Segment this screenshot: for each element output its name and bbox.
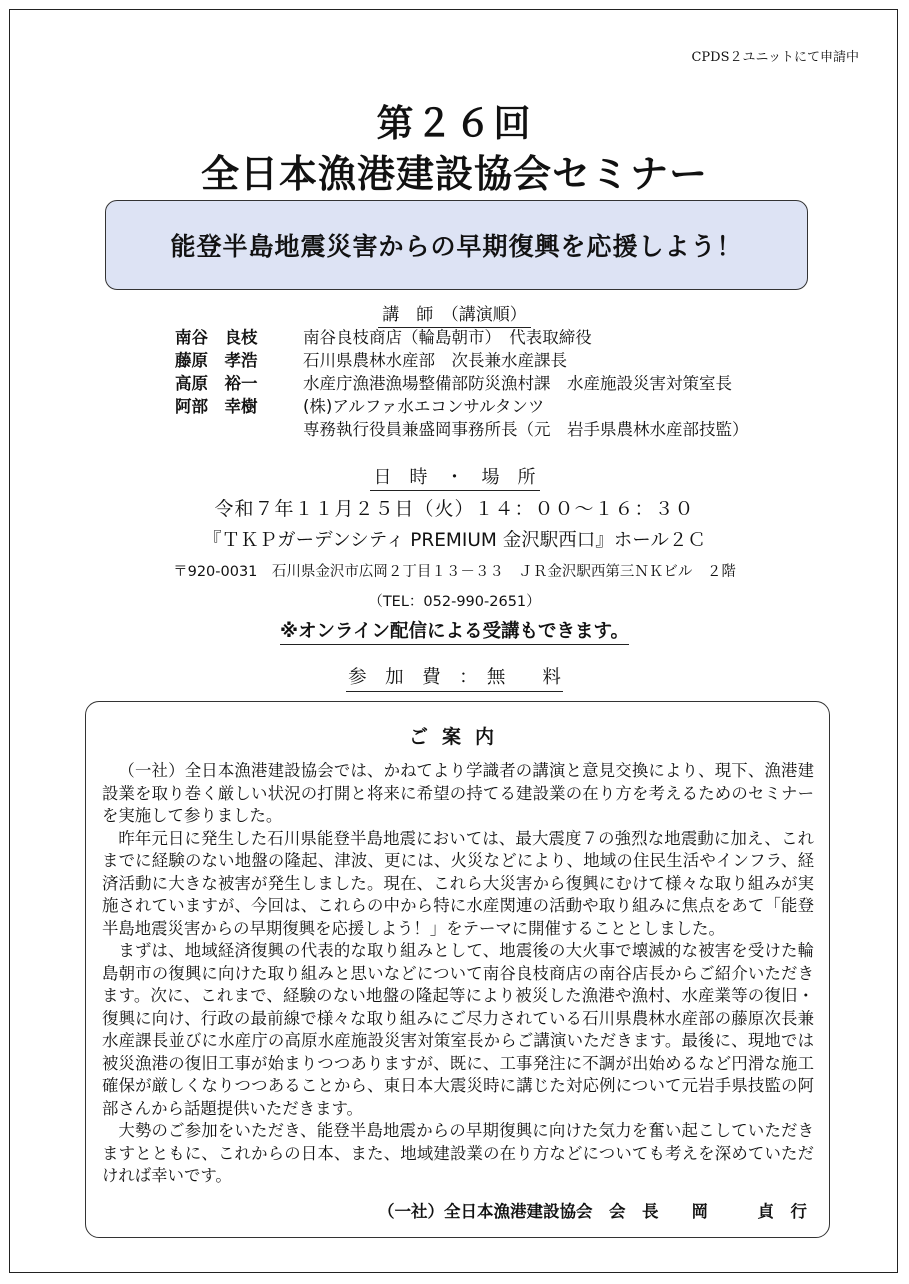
guide-paragraph: まずは、地域経済復興の代表的な取り組みとして、地震後の大火事で壊滅的な被害を受けた輪島朝市の復興に向けた取り組みと思いなどについて南谷良枝商店の南谷店長からご紹介いただきます。次に、これまで、経験のない地盤の隆起等により被災した漁港や漁村、水産業等の復旧・復興に向け、行政の最前線で様々な取り組みにご尽力されている石川県農林水産部の藤原次長兼水産課長並びに水産庁の高原水産施設災害対策室長からご講演いただきます。最後に、現地では被災漁港の復旧工事が始まりつつありますが、既に、工事発注に不調が出始めるなど円滑な施工確保が厳しくなりつつあることから、東日本大震災時に講じた対応例について元岩手県技監の阿部さんから話題提供いただきます。 <box>102 941 814 1118</box>
theme-box <box>105 200 808 290</box>
lecturer-affiliation: 専務執行役員兼盛岡事務所長（元 岩手県農林水産部技監） <box>303 420 749 439</box>
lecturer-affiliation: 水産庁漁港漁場整備部防災漁村課 水産施設災害対策室長 <box>303 374 732 393</box>
seminar-number: 第２６回 <box>376 102 533 145</box>
lecturer-name: 藤原 孝浩 <box>175 351 258 370</box>
guide-box <box>85 701 830 1238</box>
venue-address: 〒920-0031 石川県金沢市広岡２丁目１３－３３ ＪＲ金沢駅西第三ＮＫビル ２階 <box>173 564 736 580</box>
lecturer-affiliation: 南谷良枝商店（輪島朝市） 代表取締役 <box>303 328 592 347</box>
event-venue: 『ＴＫＰガーデンシティ PREMIUM 金沢駅西口』ホール２Ｃ <box>203 530 706 551</box>
seminar-title: 全日本漁港建設協会セミナー <box>200 152 708 196</box>
lecturer-name: 高原 裕一 <box>175 374 258 393</box>
lecturers-heading: 講 師 （講演順） <box>0 300 909 325</box>
schedule-heading: 日 時 ・ 場 所 <box>0 463 909 489</box>
lecturer-name: 阿部 幸樹 <box>175 397 258 416</box>
cpds-note: CPDS２ユニットにて申請中 <box>691 50 859 65</box>
guide-paragraph: （一社）全日本漁港建設協会では、かねてより学識者の講演と意見交換により、現下、漁港建設業を取り巻く厳しい状況の打開と将来に希望の持てる建設業の在り方を考えるためのセミナーを実施して参りました。 <box>102 761 814 825</box>
guide-signature: （一社）全日本漁港建設協会 会 長 岡 貞 行 <box>378 1202 807 1221</box>
venue-tel: （TEL：052-990-2651） <box>368 594 541 610</box>
lecturer-affiliation: (株)アルファ水エコンサルタンツ <box>303 397 545 416</box>
online-note: ※オンライン配信による受講もできます。 <box>0 617 909 643</box>
participation-fee: 参 加 費 ： 無 料 <box>0 663 909 689</box>
lecturer-name: 南谷 良枝 <box>175 328 258 347</box>
event-datetime: 令和７年１１月２５日（火）１４：００～１６：３０ <box>214 498 695 520</box>
lecturer-affiliation: 石川県農林水産部 次長兼水産課長 <box>303 351 567 370</box>
guide-title: ご案内 <box>408 726 508 748</box>
guide-paragraph: 昨年元日に発生した石川県能登半島地震においては、最大震度７の強烈な地震動に加え、これまでに経験のない地盤の隆起、津波、更には、火災などにより、地域の住民生活やインフラ、経済活動に大きな被害が発生しました。現在、これら大災害から復興にむけて様々な取り組みが実施されていますが、今回は、これらの中から特に水産関連の活動や取り組みに焦点をあて「能登半島地震災害からの早期復興を応援しよう！」をテーマに開催することとしました。 <box>102 828 814 938</box>
guide-body <box>102 760 814 1188</box>
guide-paragraph: 大勢のご参加をいただき、能登半島地震からの早期復興に向けた気力を奮い起こしていただきますとともに、これからの日本、また、地域建設業の在り方などについても考えを深めていただければ幸いです。 <box>102 1121 814 1185</box>
theme-text: 能登半島地震災害からの早期復興を応援しよう！ <box>170 232 743 261</box>
